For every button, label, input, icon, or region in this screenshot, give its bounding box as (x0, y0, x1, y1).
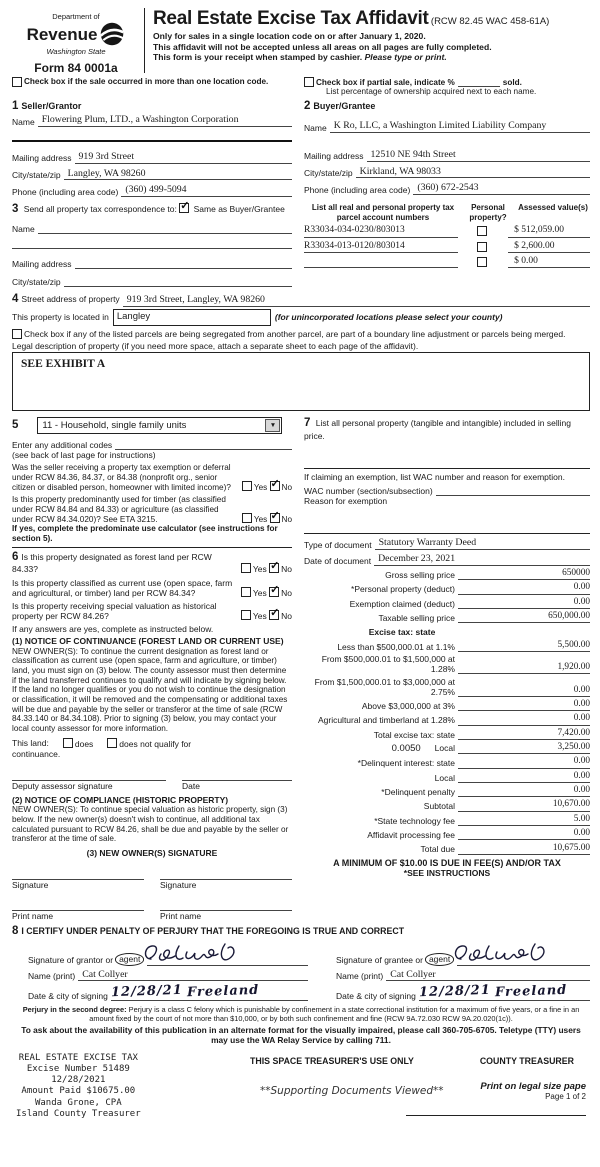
tax-row (304, 597, 590, 609)
street-address-value: 919 3rd Street, Langley, WA 98260 (126, 293, 265, 305)
tax-row (304, 611, 590, 623)
section6-number: 6 (12, 550, 19, 563)
reason-exemption-label: Reason for exemption (304, 496, 388, 507)
revenue-swirl-icon (99, 21, 125, 47)
compliance-title: (2) NOTICE OF COMPLIANCE (HISTORIC PROPERTY) (12, 795, 229, 806)
tax-label: Gross selling price (385, 570, 455, 581)
treasurer-area (12, 1049, 590, 1167)
section3-label: Send all property tax correspondence to: (23, 204, 177, 215)
s6q3-no-label: No (281, 611, 292, 622)
corr-name-label: Name (12, 223, 35, 234)
s6q3-yes-checkbox[interactable] (241, 610, 251, 620)
personal-property-checkbox-3[interactable] (477, 257, 487, 267)
grantor-name-field[interactable] (78, 969, 308, 982)
grantee-city-handwriting: Freeland (495, 983, 568, 1001)
s5q2-yes-label: Yes (253, 514, 268, 524)
parcel-number-field[interactable]: R33034-013-0120/803014 (304, 241, 458, 253)
additional-codes-label: Enter any additional codes (12, 439, 113, 450)
seller-mailing-value: 919 3rd Street (78, 150, 135, 162)
stamp-line: Excise Number 51489 (26, 1063, 130, 1074)
form-header (12, 6, 590, 75)
tax-label: Affidavit processing fee (367, 830, 455, 841)
grantor-date-field[interactable] (111, 984, 308, 1001)
legal-description-label: Legal description of property (if you need more space, attach a separate sheet to each page of the affidavit). (12, 340, 419, 351)
doc-type-value: Statutory Warranty Deed (378, 537, 477, 549)
assessed-value-field[interactable]: $ 2,600.00 (508, 241, 590, 253)
perjury-note (12, 1005, 590, 1024)
minimum-fee-note: A MINIMUM OF $10.00 IS DUE IN FEE(S) AND/OR TAX (333, 857, 561, 868)
supporting-documents-note: **Supporting Documents Viewed** (260, 1084, 444, 1097)
section2-number: 2 (304, 100, 311, 113)
grantor-city-handwriting: Freeland (187, 983, 260, 1001)
seller-section (12, 100, 292, 197)
tax-label: Total excise tax: state (373, 729, 455, 740)
buyer-name-value: K Ro, LLC, a Washington Limited Liability Company (333, 120, 547, 132)
multiple-location-label: Check box if the sale occurred in more than one location code. (24, 77, 269, 87)
street-address-field[interactable] (123, 294, 590, 307)
property-address-section (12, 293, 590, 411)
land-does-not-label: does not qualify for (119, 738, 192, 749)
tax-label: *Personal property (deduct) (351, 584, 455, 595)
buyer-name-field[interactable] (330, 120, 590, 133)
tax-value[interactable]: 3,250.00 (528, 742, 590, 754)
tax-row (304, 582, 590, 594)
buyer-phone-value: (360) 672-2543 (417, 182, 479, 194)
s5q2-no-label: No (281, 514, 292, 524)
tax-correspondence-section (12, 203, 292, 287)
continuance-body: NEW OWNER(S): To continue the current designation as forest land or classification as current use (open space, farm and agriculture, or timber) land, you must sign on (3) below. The county assessor must then determine if the land transferred continues to qualify and will indicate by signing below. If the land no longer qualifies or you do not wish to continue the designation or classification, it will be removed and the compensating or additional taxes will be due and payable by the seller or transferor at the time of sale (RCW 84.33.140 or 84.34.108). Prior to signing (3) below, you may contact your local county assessor for more information. (12, 646, 288, 734)
tax-row (304, 814, 590, 826)
tty-note: To ask about the availability of this publication in an alternate format for the visually impaired, please call 360-705-6705. Teletype (TTY) users may use the WA Relay Service by calling 711. (21, 1025, 581, 1046)
seller-phone-label: Phone (including area code) (12, 186, 119, 197)
grantor-name-label: Name (print) (28, 971, 76, 982)
section5-number: 5 (12, 418, 19, 431)
grantee-name-label: Name (print) (336, 971, 384, 982)
land-use-code-select[interactable] (37, 417, 282, 434)
revenue-label: Revenue (26, 24, 98, 44)
seller-mailing-label: Mailing address (12, 153, 72, 164)
doc-date-field[interactable] (374, 553, 590, 566)
corr-city-field[interactable] (64, 275, 292, 287)
partial-sale-label: Check box if partial sale, indicate % (316, 77, 455, 87)
tax-value[interactable]: 650,000.00 (528, 611, 590, 623)
assessed-value-field[interactable]: $ 0.00 (508, 256, 590, 268)
partial-sale-checkbox[interactable] (304, 77, 314, 87)
land-use-section (12, 417, 292, 434)
tax-value[interactable]: 0.00 (528, 582, 590, 594)
section4-number: 4 (12, 292, 19, 305)
certify-statement: I CERTIFY UNDER PENALTY OF PERJURY THAT THE FOREGOING IS TRUE AND CORRECT (21, 925, 405, 936)
new-owner-signature-title: (3) NEW OWNER(S) SIGNATURE (86, 848, 218, 859)
tax-value[interactable]: 0.00 (528, 699, 590, 711)
grantor-date-label: Date & city of signing (28, 990, 108, 1001)
doc-date-label: Date of document (304, 555, 372, 566)
continuance-title: (1) NOTICE OF CONTINUANCE (FOREST LAND OR CURRENT USE) (12, 636, 284, 647)
s5q1-yes-checkbox[interactable] (242, 481, 252, 491)
tax-value[interactable]: 5,500.00 (528, 640, 590, 652)
same-as-buyer-label: Same as Buyer/Grantee (193, 204, 285, 215)
parcel-row (304, 225, 590, 237)
tax-row (304, 843, 590, 855)
tax-label: From $500,000.01 to $1,500,000 at 1.28% (321, 653, 455, 675)
personal-property-field[interactable] (304, 441, 590, 465)
seller-name-label: Name (12, 116, 35, 127)
s6q1-yes-checkbox[interactable] (241, 563, 251, 573)
continuance-label: continuance. (12, 748, 61, 759)
tax-row (304, 785, 590, 797)
compliance-body: NEW OWNER(S): To continue special valuation as historic property, sign (3) below. If the new owner(s) doesn't wish to continue, all additional tax calculated pursuant to RCW 84.26, shall be due and payable by the seller or transferor at the time of sale. (12, 805, 289, 844)
historical-question: Is this property receiving special valuation as historical property per RCW 84.26? (12, 600, 217, 622)
section3-number: 3 (12, 203, 19, 216)
form-number: Form 84 0001a (34, 61, 118, 75)
personal-property-checkbox-2[interactable] (477, 242, 487, 252)
seller-name-value: Flowering Plum, LTD., a Washington Corporation (41, 114, 239, 126)
print-legal-note: Print on legal size pape (480, 1080, 586, 1092)
seller-name-line2[interactable] (12, 140, 292, 142)
tax-label: Local (434, 742, 455, 753)
personal-property-section (304, 417, 590, 441)
owner-print-label-1: Print name (12, 910, 54, 921)
grantee-date-handwriting: 12/28/21 (418, 983, 491, 1001)
seller-city-field[interactable] (64, 168, 292, 181)
owner-signature-label-1: Signature (12, 880, 49, 891)
tax-row (304, 699, 590, 711)
tax-value[interactable]: 7,420.00 (528, 728, 590, 740)
certification-section (12, 925, 590, 1001)
tax-row (304, 728, 590, 740)
section1-heading: Seller/Grantor (21, 101, 82, 112)
grantor-agent-circled: agent (115, 953, 144, 965)
stamp-line: REAL ESTATE EXCISE TAX (18, 1052, 138, 1063)
s6q3-yes-label: Yes (252, 611, 267, 622)
instruction-line-1: Only for sales in a single location code on or after January 1, 2020. (153, 30, 426, 41)
buyer-mailing-label: Mailing address (304, 151, 364, 162)
deputy-assessor-signature-field[interactable] (12, 769, 166, 781)
tax-label: Total due (420, 844, 455, 855)
tax-label: Subtotal (423, 801, 455, 812)
treasurer-stamp (16, 1053, 141, 1121)
this-land-label: This land: (12, 737, 49, 748)
buyer-city-field[interactable] (356, 166, 590, 179)
parcel-col3-header: Assessed value(s) (518, 203, 588, 213)
tax-label: Taxable selling price (378, 613, 455, 624)
grantor-date-handwriting: 12/28/21 (110, 983, 183, 1001)
land-does-not-checkbox[interactable] (107, 738, 117, 748)
buyer-city-value: Kirkland, WA 98033 (359, 165, 441, 177)
page-title: Real Estate Excise Tax Affidavit (153, 8, 429, 29)
doc-type-label: Type of document (304, 539, 372, 550)
assessed-value-field[interactable]: $ 512,059.00 (508, 225, 590, 237)
section8-number: 8 (12, 924, 19, 937)
tax-value[interactable]: 0.00 (528, 756, 590, 768)
section1-number: 1 (12, 100, 19, 113)
tax-label: Agricultural and timberland at 1.28% (317, 715, 455, 726)
land-does-checkbox[interactable] (63, 738, 73, 748)
grantee-date-label: Date & city of signing (336, 990, 416, 1001)
tax-row (304, 568, 590, 580)
located-in-value: Langley (116, 310, 151, 322)
tax-value[interactable]: 0.00 (528, 828, 590, 840)
tax-label: Above $3,000,000 at 3% (361, 701, 455, 712)
section2-heading: Buyer/Grantee (313, 101, 376, 112)
stamp-line: Wanda Grone, CPA (34, 1097, 122, 1108)
parcel-col2-header: Personal property? (469, 203, 507, 222)
grantee-date-field[interactable] (419, 984, 590, 1001)
washington-state-label: Washington State (46, 47, 106, 56)
tax-label: *Delinquent interest: state (357, 758, 455, 769)
corr-name-line2[interactable] (12, 248, 292, 249)
s6q2-yes-label: Yes (252, 587, 267, 598)
grantor-signature-handwriting (141, 941, 251, 965)
partial-sale-sold-label: sold. (502, 77, 522, 87)
owner-print-field-1[interactable] (12, 899, 144, 911)
seller-city-value: Langley, WA 98260 (67, 167, 146, 179)
page-number: Page 1 of 2 (545, 1091, 586, 1101)
s6q2-yes-checkbox[interactable] (241, 587, 251, 597)
street-address-label: Street address of property (21, 293, 120, 304)
tax-row (304, 756, 590, 768)
tax-row (304, 799, 590, 811)
section7-number: 7 (304, 417, 311, 429)
doc-date-value: December 23, 2021 (378, 553, 456, 565)
tax-value[interactable]: 0.00 (528, 597, 590, 609)
s5q2-yes-checkbox[interactable] (242, 513, 252, 523)
doc-type-field[interactable] (375, 537, 590, 550)
located-in-label: This property is located in (12, 312, 109, 323)
dor-logo (12, 6, 140, 75)
grantee-signature-label: Signature of grantee or (336, 955, 423, 966)
additional-codes-field[interactable] (115, 438, 292, 450)
owner-print-field-2[interactable] (160, 899, 292, 911)
wac-number-field[interactable] (436, 484, 590, 496)
personal-property-checkbox-1[interactable] (477, 226, 487, 236)
legal-description-value: SEE EXHIBIT A (21, 358, 106, 370)
timber-question: Is this property predominantly used for timber (as classified under RCW 84.84 and 84.33) or agriculture (as classified under RCW 84.34.020)? See ETA 3215. (12, 495, 226, 524)
tax-value[interactable]: 5.00 (528, 814, 590, 826)
s6q3-no-checkbox[interactable] (269, 610, 279, 620)
section-divider (304, 533, 590, 534)
tax-label: From $1,500,000.01 to $3,000,000 at 2.75% (314, 676, 455, 697)
tax-label: *Delinquent penalty (381, 787, 455, 798)
parcel-col1-header: List all real and personal property tax parcel account numbers (311, 203, 455, 222)
buyer-phone-field[interactable] (413, 182, 590, 195)
tax-row-local (304, 742, 590, 754)
tax-row (304, 713, 590, 725)
forest-land-question: Is this property designated as forest land per RCW 84.33? (12, 551, 212, 575)
section-divider (304, 468, 590, 469)
owner-signature-label-2: Signature (160, 880, 197, 891)
segregated-checkbox[interactable] (12, 329, 22, 339)
grantee-name-value: Cat Collyer (390, 968, 436, 980)
title-rcw: (RCW 82.45 WAC 458-61A) (430, 16, 550, 27)
deputy-date-label: Date (182, 781, 200, 792)
seller-phone-field[interactable] (121, 184, 292, 197)
current-use-question: Is this property classified as current use (open space, farm and agricultural, or timber) land per RCW 84.34? (12, 577, 233, 598)
county-treasurer-signature-line[interactable] (406, 1115, 586, 1116)
dropdown-arrow-icon[interactable]: ▼ (265, 419, 280, 432)
tax-value[interactable]: 0.00 (528, 771, 590, 783)
tax-label: Less than $500,000.01 at 1.1% (337, 641, 455, 652)
perjury-lead: Perjury in the second degree: (22, 1004, 127, 1014)
buyer-phone-label: Phone (including area code) (304, 184, 411, 195)
owner-signature-field-2[interactable] (160, 868, 292, 880)
parcel-row (304, 241, 590, 253)
seller-phone-value: (360) 499-5094 (125, 184, 187, 196)
stamp-line: Amount Paid $10675.00 (21, 1086, 136, 1097)
grantee-agent-circled: agent (425, 953, 454, 965)
buyer-mailing-value: 12510 NE 94th Street (370, 148, 456, 160)
owner-print-label-2: Print name (160, 910, 202, 921)
located-in-field[interactable] (113, 309, 271, 326)
parcel-number-field[interactable]: R33034-034-0230/803013 (304, 225, 458, 237)
s5q1-no-checkbox[interactable] (270, 481, 280, 491)
s5q1-no-label: No (281, 482, 292, 492)
tax-row (304, 677, 590, 697)
instruction-line-3: This form is your receipt when stamped by cashier. (153, 52, 363, 63)
tax-value[interactable]: 0.00 (528, 713, 590, 725)
excise-tax-heading: Excise tax: state (368, 627, 436, 638)
county-note: (for unincorporated locations please select your county) (274, 312, 503, 323)
buyer-city-label: City/state/zip (304, 168, 353, 179)
land-use-code-value: 11 - Household, single family units (42, 419, 187, 431)
owner-signature-field-1[interactable] (12, 868, 144, 880)
exemption-question: Was the seller receiving a property tax exemption or deferral under RCW 84.36, 84.37, or 84.38 (nonprofit org., senior citizen or disabled person, homeowner with limited income)? (12, 463, 231, 492)
predominate-use-note: If yes, complete the predominate use calculator (see instructions for section 5). (12, 524, 278, 543)
buyer-section (304, 100, 590, 197)
stamp-line: 12/28/2021 (51, 1075, 106, 1086)
tax-label: *State technology fee (374, 815, 455, 826)
corr-city-label: City/state/zip (12, 276, 61, 287)
forest-land-section (12, 551, 292, 921)
stamp-line: Island County Treasurer (16, 1108, 141, 1119)
tax-value[interactable]: 0.00 (528, 785, 590, 797)
section-divider (12, 547, 292, 548)
codes-note: (see back of last page for instructions) (12, 450, 156, 460)
s6q2-no-label: No (281, 587, 292, 598)
seller-name-field[interactable] (38, 114, 292, 127)
corr-mailing-label: Mailing address (12, 258, 72, 269)
s6q1-yes-label: Yes (252, 564, 267, 575)
parcel-row (304, 256, 590, 268)
local-rate-value: 0.0050 (391, 742, 421, 754)
parcel-table (304, 203, 590, 287)
ownership-note: List percentage of ownership acquired next to each name. (326, 87, 537, 97)
s6q2-no-checkbox[interactable] (269, 587, 279, 597)
exemption-note: If claiming an exemption, list WAC number and reason for exemption. (304, 471, 565, 482)
dept-of-label: Department of (52, 12, 100, 21)
if-yes-note: If any answers are yes, complete as instructed below. (12, 624, 214, 635)
tax-value[interactable]: 10,670.00 (528, 799, 590, 811)
segregated-label: Check box if any of the listed parcels are being segregated from another parcel, are part of a boundary line adjustment or parcels being merged. (24, 328, 566, 339)
personal-property-label: List all personal property (tangible and intangible) included in selling price. (304, 418, 571, 441)
wac-number-label: WAC number (section/subsection) (304, 485, 433, 496)
treasurer-space-label: THIS SPACE TREASURER'S USE ONLY (250, 1055, 414, 1066)
s6q1-no-label: No (281, 564, 292, 575)
type-or-print-note: Please type or print. (364, 52, 447, 63)
grantee-signature-field[interactable] (457, 941, 590, 966)
tax-value[interactable]: 0.00 (528, 685, 590, 697)
corr-mailing-field[interactable] (75, 257, 292, 269)
grantor-name-value: Cat Collyer (82, 968, 128, 980)
land-does-label: does (74, 738, 94, 749)
grantor-signature-field[interactable] (147, 941, 308, 966)
s6q1-no-checkbox[interactable] (269, 563, 279, 573)
legal-description-field[interactable] (12, 352, 590, 411)
tax-value[interactable]: 10,675.00 (528, 843, 590, 855)
tax-row (304, 771, 590, 783)
multiple-location-checkbox[interactable] (12, 77, 22, 87)
tax-label: Local (434, 772, 455, 783)
county-treasurer-label: COUNTY TREASURER (479, 1055, 574, 1066)
seller-city-label: City/state/zip (12, 170, 61, 181)
corr-name-field[interactable] (38, 222, 292, 234)
reason-exemption-field[interactable] (304, 506, 590, 530)
tax-label: Exemption claimed (deduct) (349, 598, 455, 609)
buyer-name-label: Name (304, 122, 327, 133)
grantor-signature-label: Signature of grantor or (28, 955, 114, 966)
deputy-assessor-label: Deputy assessor signature (12, 781, 113, 792)
tax-row (304, 640, 590, 652)
perjury-text: Perjury is a class C felony which is punishable by confinement in a state correctional institution for a maximum of five years, or a fine in an amount fixed by the court of not more than $10,000, or by both such confinement and fine (RCW 9A.72.030 RCW 9A.20.020(1c)). (89, 1004, 580, 1024)
tax-value[interactable]: 1,920.00 (528, 662, 590, 674)
parcel-number-field[interactable] (304, 256, 458, 268)
seller-mailing-field[interactable] (75, 151, 292, 164)
same-as-buyer-checkbox[interactable] (179, 203, 189, 213)
tax-row (304, 828, 590, 840)
see-instructions-note: *SEE INSTRUCTIONS (403, 868, 491, 879)
grantee-name-field[interactable] (386, 969, 590, 982)
grantee-signature-handwriting (451, 941, 561, 965)
tax-value[interactable]: 650000 (528, 568, 590, 580)
tax-row (304, 654, 590, 674)
buyer-mailing-field[interactable] (367, 149, 590, 162)
deputy-date-field[interactable] (182, 769, 292, 781)
s5q1-yes-label: Yes (253, 482, 268, 492)
header-divider (144, 8, 145, 73)
s5q2-no-checkbox[interactable] (270, 513, 280, 523)
instruction-line-2: This affidavit will not be accepted unless all areas on all pages are fully completed. (153, 41, 492, 52)
